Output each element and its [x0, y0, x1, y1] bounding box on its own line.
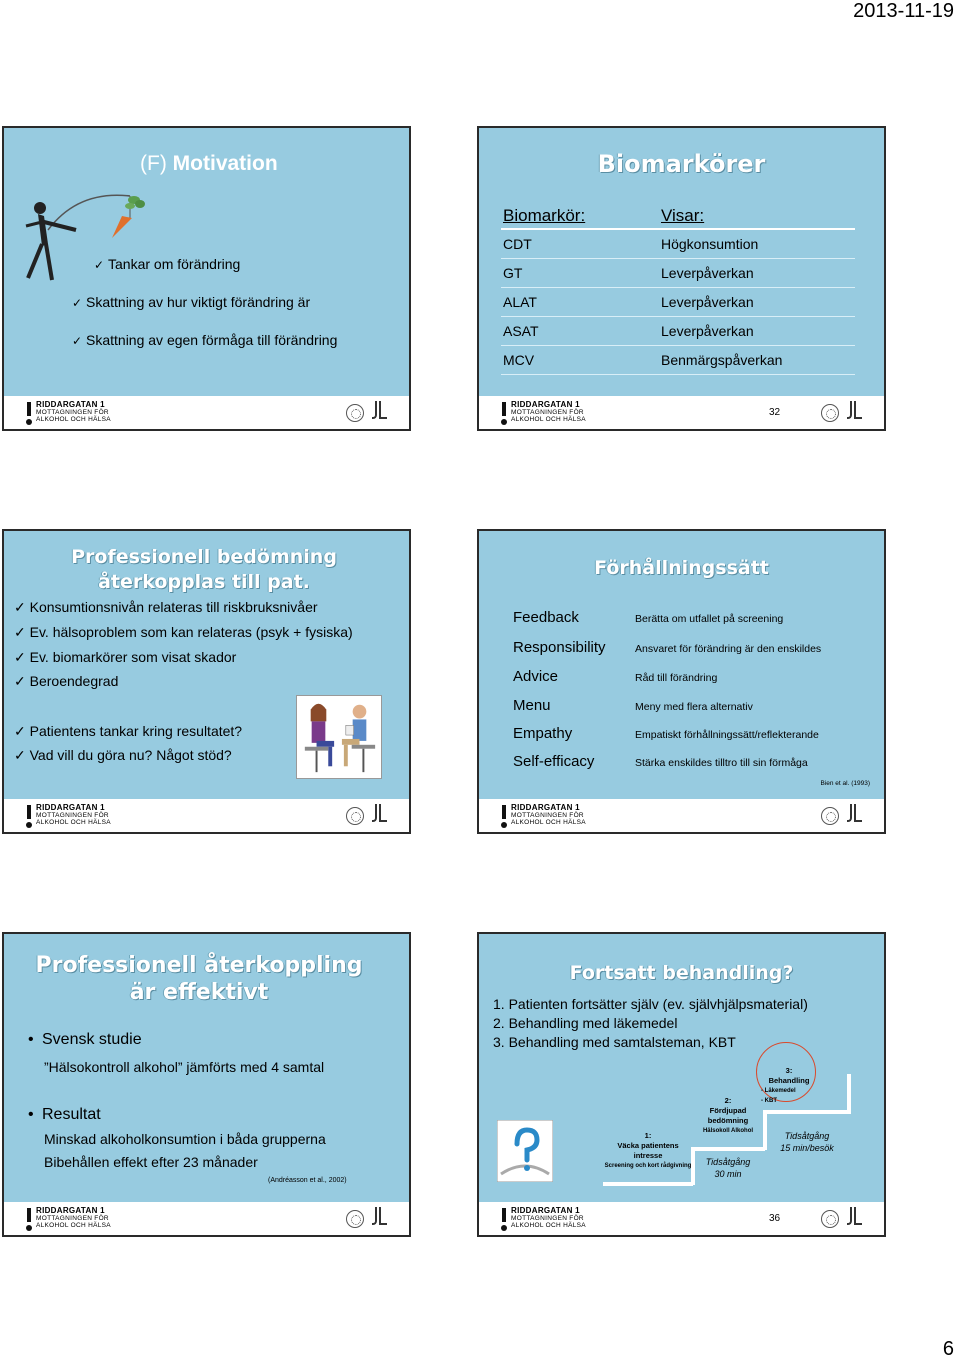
seal-logo-icon: [821, 1210, 839, 1228]
question-mark-illustration: [497, 1120, 553, 1182]
slide-body: [4, 934, 409, 1202]
table-row: GT Leverpåverkan: [501, 259, 855, 288]
check-icon: ✓: [14, 747, 30, 763]
stair-step-2: [691, 1147, 765, 1151]
check-icon: ✓: [72, 334, 83, 348]
jl-logo-icon: [845, 401, 863, 421]
checklist-item: ✓ Vad vill du göra nu? Något stöd?: [14, 747, 232, 763]
numbered-item: 3. Behandling med samtalsteman, KBT: [493, 1034, 736, 1050]
check-icon: ✓: [14, 723, 30, 739]
bullet-icon: •: [28, 1031, 34, 1048]
step3-time: Tidsåtgång 15 min/besök: [780, 1131, 834, 1153]
step3-label: 3: Behandling - Läkemedel - KBT: [761, 1066, 810, 1104]
slide-footer: [479, 396, 884, 429]
riddargatan-logo: RIDDARGATAN 1 MOTTAGNINGEN FÖR ALKOHOL OCH HÄLSA: [501, 803, 601, 829]
reference: (Andréasson et al., 2002): [268, 1177, 347, 1184]
seal-logo-icon: [346, 807, 364, 825]
checklist-item: ✓ Beroendegrad: [14, 673, 119, 689]
slide-footer: [4, 799, 409, 832]
checklist-item: ✓ Patientens tankar kring resultatet?: [14, 723, 243, 739]
jl-logo-icon: [370, 401, 388, 421]
bullet-item: • Resultat: [28, 1106, 101, 1123]
riddargatan-logo: RIDDARGATAN 1 MOTTAGNINGEN FÖR ALKOHOL OCH HÄLSA: [26, 1206, 126, 1232]
check-icon: ✓: [14, 599, 30, 615]
numbered-item: 1. Patienten fortsätter själv (ev. självhjälpsmaterial): [493, 996, 808, 1012]
check-icon: ✓: [72, 296, 83, 310]
checklist-item: ✓ Tankar om förändring: [94, 256, 241, 272]
check-icon: ✓: [14, 649, 30, 665]
slide-title: Fortsatt behandling?: [569, 962, 794, 984]
consultation-illustration: [296, 695, 382, 779]
slide-footer: [4, 1202, 409, 1235]
slide-professionell-bedomning: [2, 529, 411, 834]
exclamation-icon: [26, 402, 32, 424]
check-icon: ✓: [14, 624, 30, 640]
result-text: Bibehållen effekt efter 23 månader: [44, 1154, 258, 1170]
title-prefix: (F): [140, 152, 167, 175]
checklist-item: ✓ Skattning av egen förmåga till förändring: [72, 332, 338, 348]
slide-title: [140, 152, 278, 176]
slide-body: [479, 934, 884, 1202]
seal-logo-icon: [346, 1210, 364, 1228]
table-header: Biomarkör: Visar:: [501, 204, 855, 230]
biomarker-table: [501, 204, 855, 375]
quote-text: ”Hälsokontroll alkohol” jämförts med 4 samtal: [44, 1059, 325, 1075]
slide-footer: [4, 396, 409, 429]
table-row: ALAT Leverpåverkan: [501, 288, 855, 317]
exclamation-icon: [501, 1208, 507, 1230]
riddargatan-logo: RIDDARGATAN 1 MOTTAGNINGEN FÖR ALKOHOL OCH HÄLSA: [26, 803, 126, 829]
seal-logo-icon: [821, 807, 839, 825]
stair-step-3: [763, 1110, 849, 1114]
check-icon: ✓: [14, 673, 30, 689]
table-row: ASAT Leverpåverkan: [501, 317, 855, 346]
checklist-item: ✓ Ev. hälsoproblem som kan relateras (psyk + fysiska): [14, 624, 353, 640]
reference: Bien et al. (1993): [820, 780, 870, 787]
riddargatan-logo: RIDDARGATAN 1 MOTTAGNINGEN FÖR ALKOHOL OCH HÄLSA: [501, 1206, 601, 1232]
check-icon: ✓: [94, 258, 105, 272]
slide-fortsatt-behandling: [477, 932, 886, 1237]
slide-motivation: [2, 126, 411, 431]
exclamation-icon: [501, 402, 507, 424]
jl-logo-icon: [845, 1207, 863, 1227]
bullet-icon: •: [28, 1106, 34, 1123]
stair-riser-3: [847, 1074, 851, 1114]
table-row: CDT Högkonsumtion: [501, 230, 855, 259]
checklist-item: ✓ Skattning av hur viktigt förändring är: [72, 294, 311, 310]
slide-title: Professionell bedömning återkopplas till pat.: [71, 546, 337, 593]
checklist-item: ✓ Konsumtionsnivån relateras till riskbruksnivåer: [14, 599, 318, 615]
slide-body: [479, 128, 884, 396]
slide-footer: [479, 799, 884, 832]
riddargatan-logo: RIDDARGATAN 1 MOTTAGNINGEN FÖR ALKOHOL OCH HÄLSA: [26, 400, 126, 426]
exclamation-icon: [26, 805, 32, 827]
slide-biomarkorer: [477, 126, 886, 431]
checklist-item: ✓ Ev. biomarkörer som visat skador: [14, 649, 237, 665]
page-date: 2013-11-19: [853, 0, 954, 22]
jl-logo-icon: [845, 804, 863, 824]
numbered-item: 2. Behandling med läkemedel: [493, 1015, 678, 1031]
exclamation-icon: [26, 1208, 32, 1230]
riddargatan-logo: RIDDARGATAN 1 MOTTAGNINGEN FÖR ALKOHOL OCH HÄLSA: [501, 400, 601, 426]
slide-body: [4, 531, 409, 799]
title-main: Motivation: [172, 152, 278, 175]
slide-body: [4, 128, 409, 396]
slide-title: Förhållningssätt: [594, 557, 769, 579]
slide-forhallningssatt: [477, 529, 886, 834]
table-row: MCV Benmärgspåverkan: [501, 346, 855, 375]
slide-number: 36: [769, 1213, 781, 1224]
bullet-item: • Svensk studie: [28, 1031, 142, 1048]
slide-title: Biomarkörer: [597, 150, 766, 178]
jl-logo-icon: [370, 804, 388, 824]
step1-label: 1: Väcka patientens intresse Screening och kort rådgivning: [604, 1131, 692, 1169]
seal-logo-icon: [346, 404, 364, 422]
slide-footer: [479, 1202, 884, 1235]
step2-label: 2: Fördjupad bedömning Hälsokoll Alkohol: [702, 1096, 754, 1134]
step2-time: Tidsåtgång 30 min: [705, 1157, 751, 1179]
slide-body: Förhållningssätt Feedback Berätta om utfallet på screening Responsibility Ansvaret för förändring är den enskildes Advice Råd till förändring Menu Meny med flera alternativ Empathy Empatiskt förhållningssätt/reflekterande Self-efficacy Stärka enskildes tilltro till sin förmåga Bien et al. (1993): [479, 531, 884, 799]
result-text: Minskad alkoholkonsumtion i båda grupperna: [44, 1131, 326, 1147]
seal-logo-icon: [821, 404, 839, 422]
jl-logo-icon: [370, 1207, 388, 1227]
page-number: 6: [942, 1338, 954, 1360]
slide-number: 32: [769, 407, 781, 418]
slide-title: Professionell återkoppling är effektivt: [35, 953, 363, 1005]
stair-step-1: [603, 1182, 693, 1186]
slide-professionell-aterkoppling: [2, 932, 411, 1237]
exclamation-icon: [501, 805, 507, 827]
